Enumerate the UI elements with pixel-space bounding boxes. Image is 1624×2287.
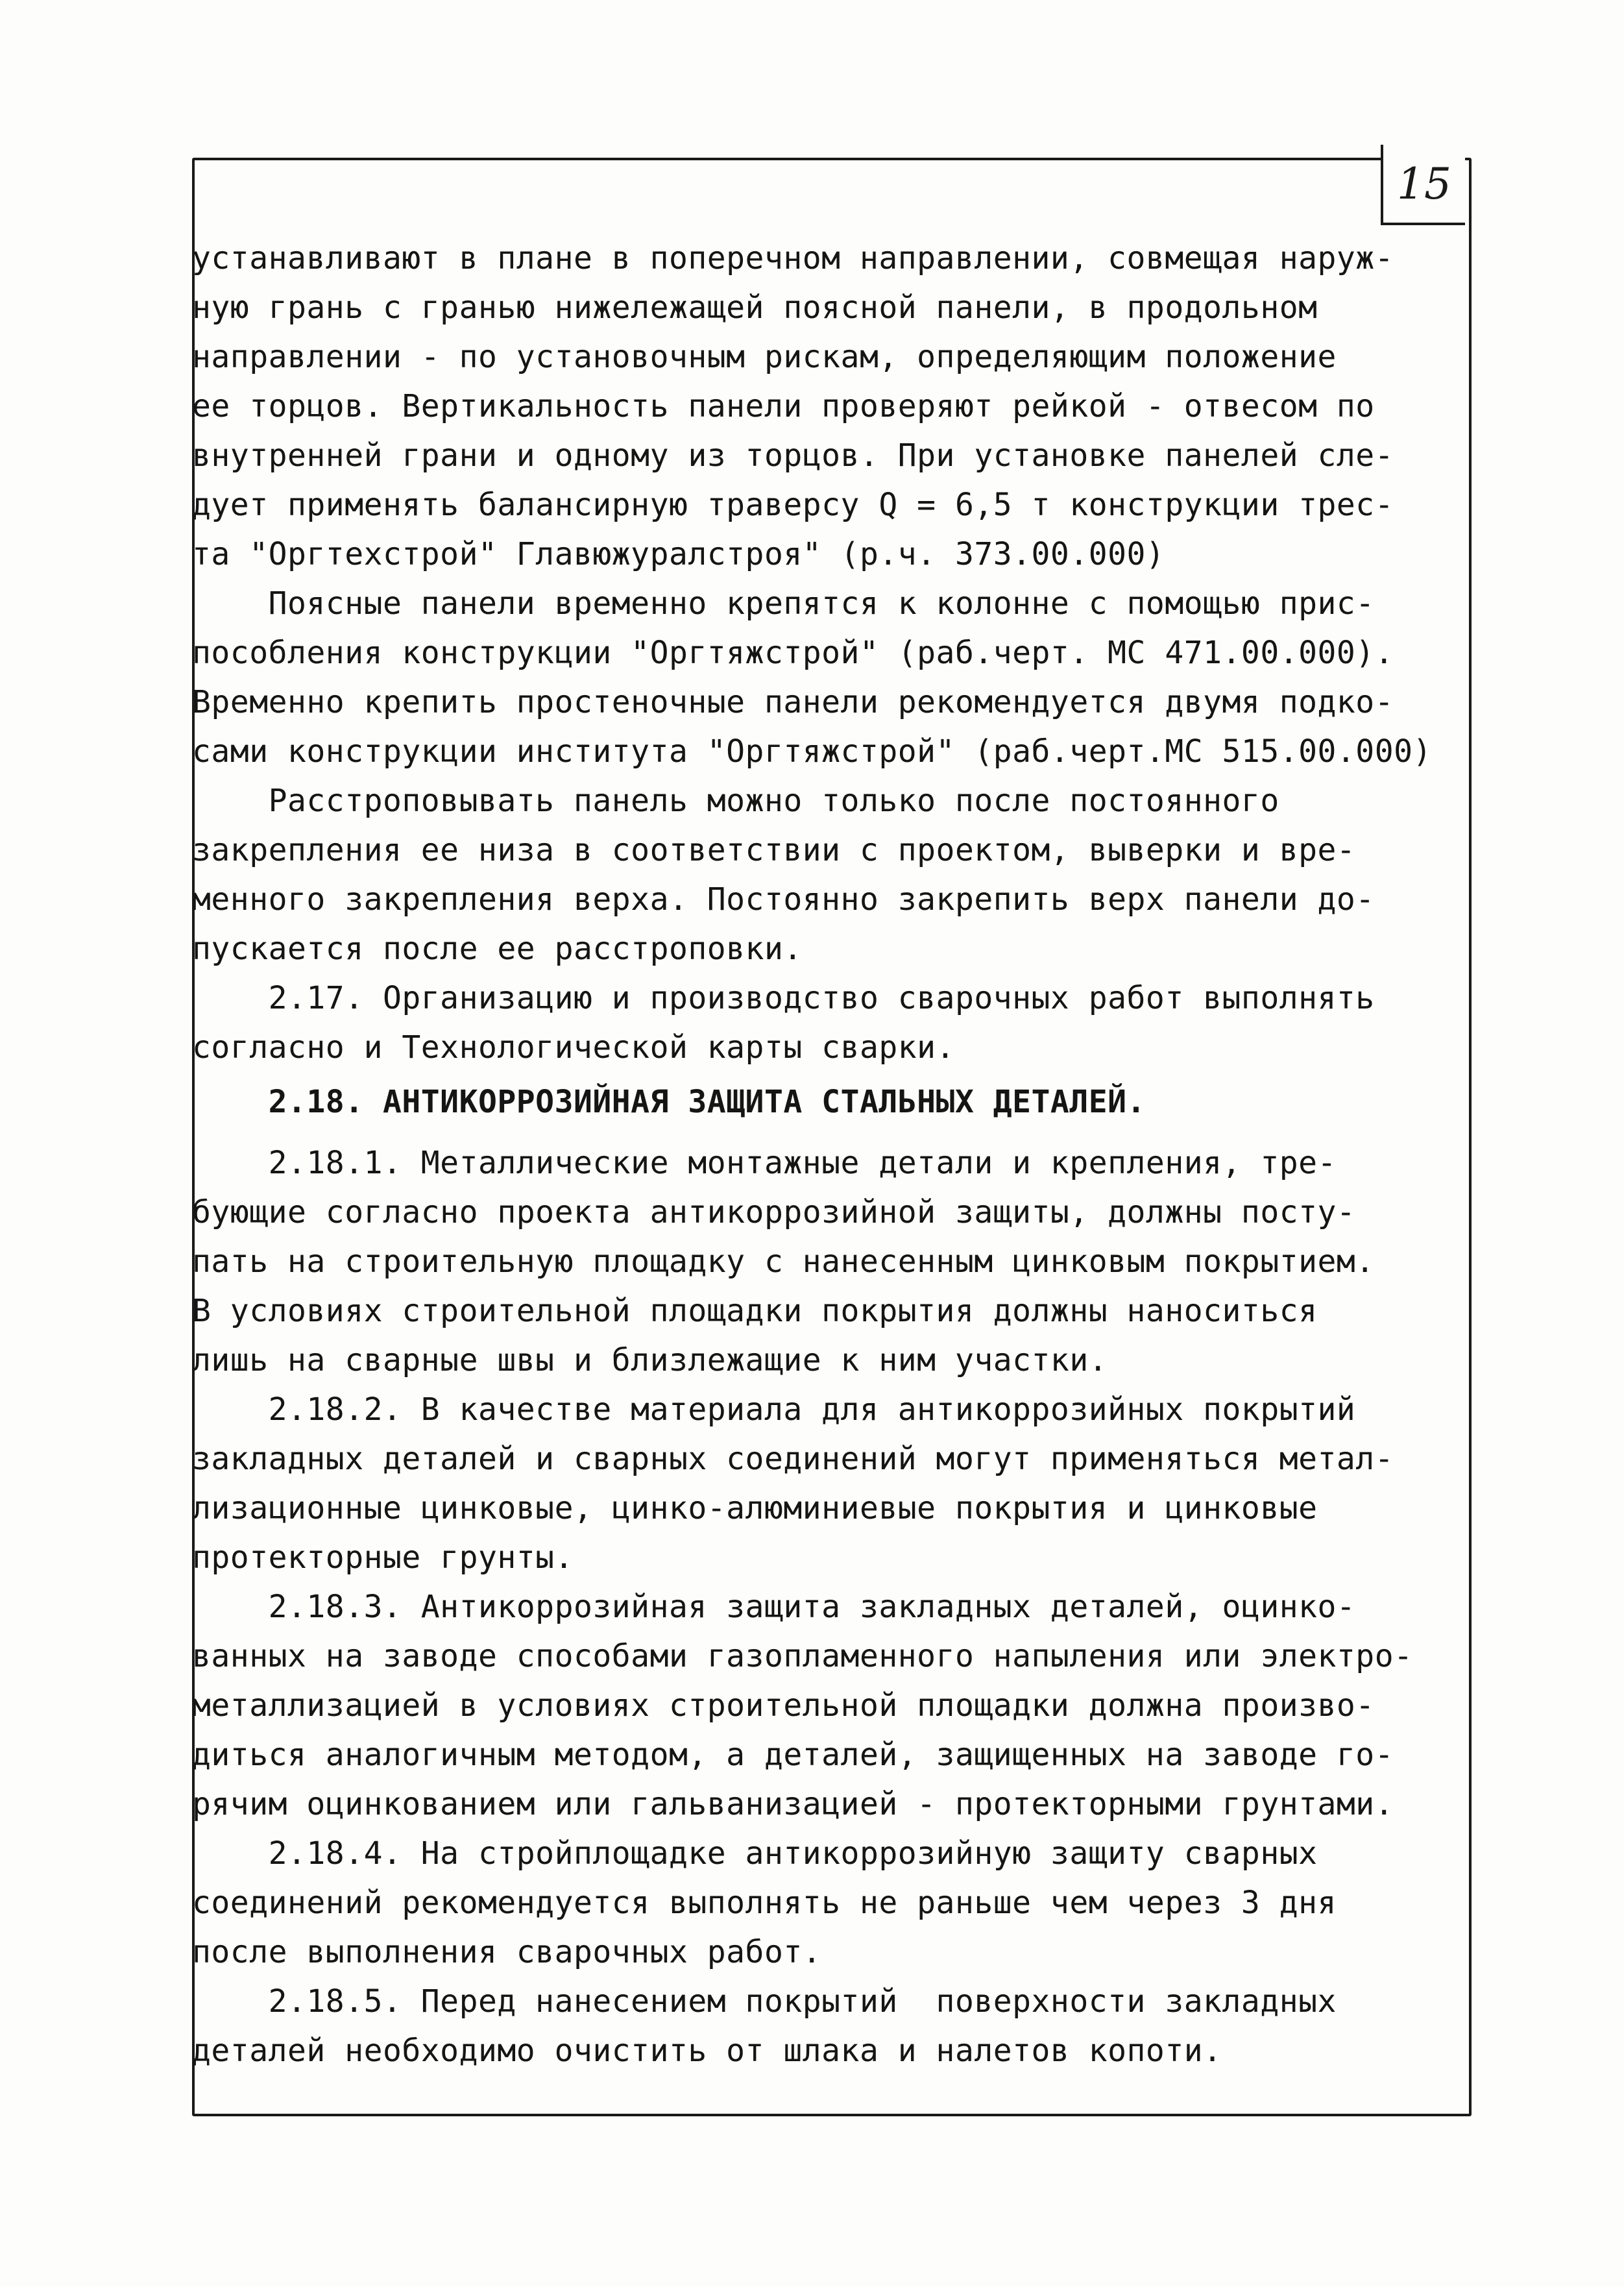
text-line: металлизацией в условиях строительной площадки должна произво- <box>192 1687 1375 1724</box>
text-line: 2.18.4. На стройплощадке антикоррозийную защиту сварных <box>192 1835 1318 1872</box>
text-line: 2.18.5. Перед нанесением покрытий поверхности закладных <box>192 1983 1337 2020</box>
text-line: бующие согласно проекта антикоррозийной защиты, должны посту- <box>192 1194 1356 1230</box>
text-line: Расстроповывать панель можно только после постоянного <box>192 783 1279 819</box>
text-line: диться аналогичным методом, а деталей, защищенных на заводе го- <box>192 1737 1394 1773</box>
text-line: 2.18.1. Металлические монтажные детали и крепления, тре- <box>192 1145 1337 1181</box>
text-line: направлении - по установочным рискам, определяющим положение <box>192 339 1337 375</box>
text-line: лизационные цинковые, цинко-алюминиевые покрытия и цинковые <box>192 1490 1318 1526</box>
text-line: дует применять балансирную траверсу Q = 6,5 т конструкции трес- <box>192 487 1394 523</box>
text-line: 2.18.2. В качестве материала для антикоррозийных покрытий <box>192 1391 1356 1428</box>
text-line: согласно и Технологической карты сварки. <box>192 1029 955 1066</box>
page-number: 15 <box>1381 145 1465 225</box>
text-line: устанавливают в плане в поперечном направлении, совмещая наруж- <box>192 240 1394 276</box>
text-line: деталей необходимо очистить от шлака и налетов копоти. <box>192 2033 1222 2069</box>
text-line: после выполнения сварочных работ. <box>192 1934 822 1970</box>
text-line: та "Оргтехстрой" Главюжуралстроя" (р.ч. 373.00.000) <box>192 536 1165 572</box>
text-line: 2.17. Организацию и производство сварочных работ выполнять <box>192 980 1375 1016</box>
text-line: 2.18.3. Антикоррозийная защита закладных деталей, оцинко- <box>192 1589 1356 1625</box>
text-line: пускается после ее расстроповки. <box>192 931 803 967</box>
text-line: закладных деталей и сварных соединений могут применяться метал- <box>192 1441 1394 1477</box>
text-line: Временно крепить простеночные панели рекомендуется двумя подко- <box>192 684 1394 720</box>
text-line: внутренней грани и одному из торцов. При установке панелей сле- <box>192 437 1394 474</box>
text-line: менного закрепления верха. Постоянно закрепить верх панели до- <box>192 881 1375 918</box>
text-line: ванных на заводе способами газопламенного напыления или электро- <box>192 1638 1413 1674</box>
text-line: Поясные панели временно крепятся к колонне с помощью прис- <box>192 585 1375 622</box>
text-line: ную грань с гранью нижележащей поясной панели, в продольном <box>192 289 1318 326</box>
text-line: ее торцов. Вертикальность панели проверяют рейкой - отвесом по <box>192 388 1375 424</box>
text-line: рячим оцинкованием или гальванизацией - протекторными грунтами. <box>192 1786 1394 1822</box>
text-line: лишь на сварные швы и близлежащие к ним участки. <box>192 1342 1108 1378</box>
text-line: пособления конструкции "Оргтяжстрой" (раб.черт. МС 471.00.000). <box>192 635 1394 671</box>
section-heading: 2.18. АНТИКОРРОЗИЙНАЯ ЗАЩИТА СТАЛЬНЫХ ДЕТАЛЕЙ. <box>192 1084 1146 1120</box>
text-line: протекторные грунты. <box>192 1539 574 1576</box>
text-line: В условиях строительной площадки покрытия должны наноситься <box>192 1293 1318 1329</box>
text-line: пать на строительную площадку с нанесенным цинковым покрытием. <box>192 1243 1375 1280</box>
text-line: соединений рекомендуется выполнять не раньше чем через 3 дня <box>192 1885 1337 1921</box>
text-line: сами конструкции института "Оргтяжстрой" (раб.черт.МС 515.00.000) <box>192 733 1432 770</box>
text-line: закрепления ее низа в соответствии с проектом, выверки и вре- <box>192 832 1356 868</box>
